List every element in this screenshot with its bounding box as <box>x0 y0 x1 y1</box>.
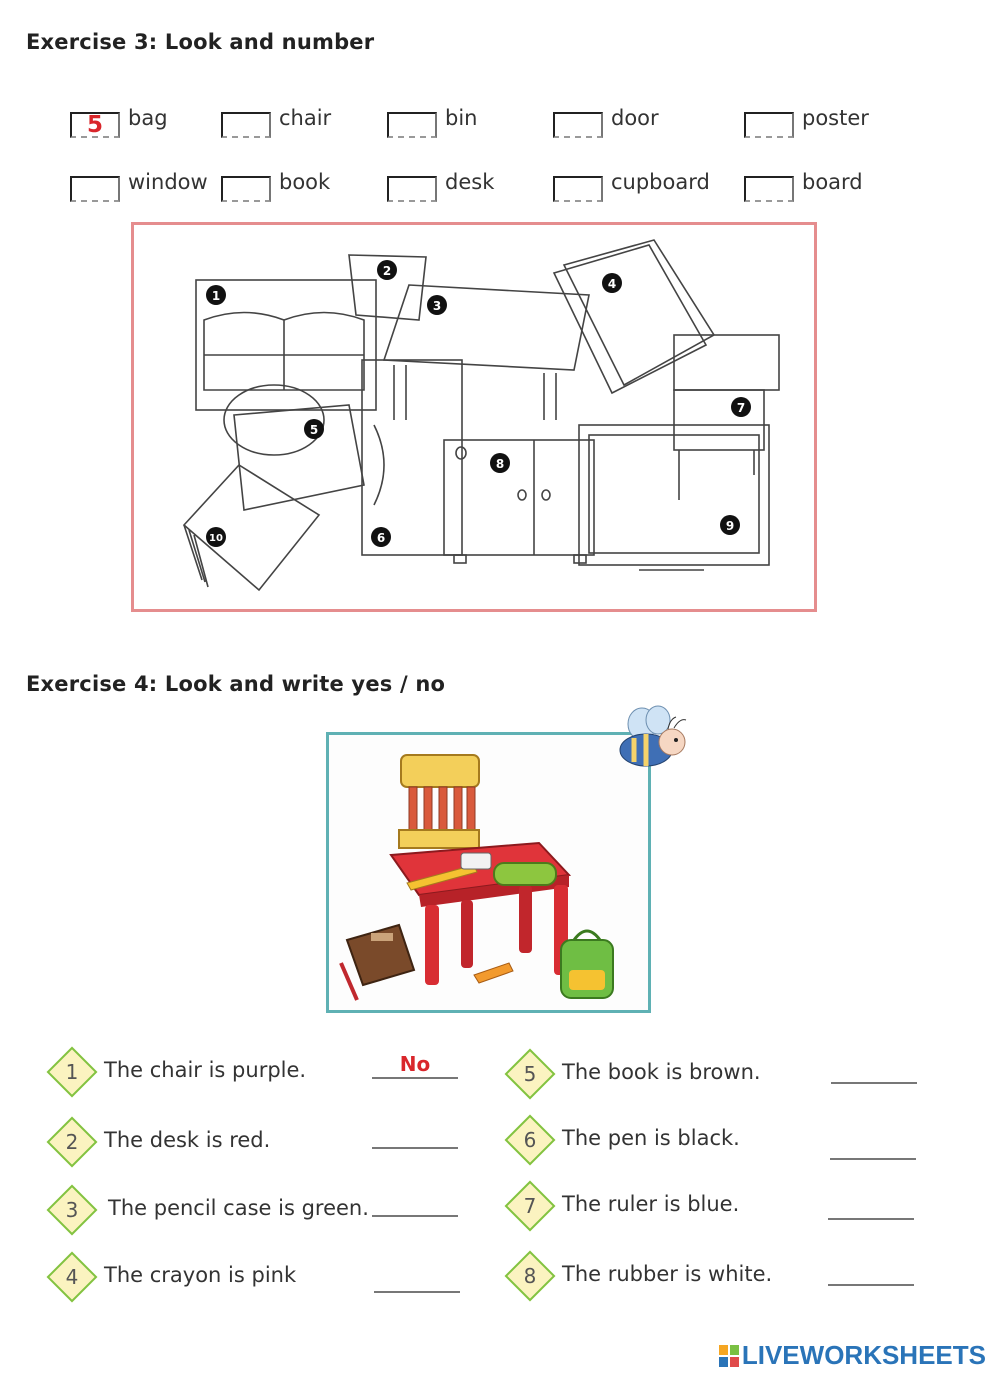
bag-outline <box>234 405 364 510</box>
logo-text: LIVEWORKSHEETS <box>741 1340 986 1370</box>
question-2 <box>46 1120 466 1170</box>
question-text: The rubber is white. <box>562 1262 773 1286</box>
question-number: 7 <box>523 1194 537 1218</box>
question-5 <box>504 1052 924 1102</box>
bin-outline <box>674 335 779 390</box>
question-3 <box>46 1188 466 1238</box>
question-text: The desk is red. <box>104 1128 271 1152</box>
number-input-poster[interactable] <box>744 112 794 138</box>
answer-input-7[interactable] <box>828 1192 914 1220</box>
desk-top-outline <box>384 285 589 370</box>
desk-scene-picture <box>326 732 651 1013</box>
question-8 <box>504 1254 924 1304</box>
question-text: The ruler is blue. <box>562 1192 740 1216</box>
number-input-bin[interactable] <box>387 112 437 138</box>
overlapping-objects-drawing <box>134 225 814 609</box>
desk-leg <box>425 905 439 985</box>
question-text: The pencil case is green. <box>108 1196 369 1220</box>
question-number: 4 <box>65 1265 79 1289</box>
answer-input-3[interactable] <box>372 1189 458 1217</box>
question-number: 2 <box>65 1130 79 1154</box>
rubber <box>461 853 491 869</box>
liveworksheets-logo[interactable] <box>719 1340 986 1371</box>
answer-input-2[interactable] <box>372 1121 458 1149</box>
word-label: cupboard <box>611 170 710 194</box>
marker-label: 3 <box>432 299 442 313</box>
window-curtains <box>204 313 364 391</box>
exercise-3-title: Exercise 3: Look and number <box>26 30 375 54</box>
bag-handle <box>224 385 324 455</box>
question-number: 5 <box>523 1062 537 1086</box>
question-text: The pen is black. <box>562 1126 740 1150</box>
word-label: window <box>128 170 208 194</box>
question-text: The chair is purple. <box>104 1058 307 1082</box>
desk-scene-illustration <box>329 735 648 1010</box>
number-input-cupboard[interactable] <box>553 176 603 202</box>
answer-input-8[interactable] <box>828 1258 914 1286</box>
marker-label: 10 <box>209 533 223 544</box>
word-label: poster <box>802 106 869 130</box>
answer-input-5[interactable] <box>831 1056 917 1084</box>
answer-input-4[interactable] <box>374 1265 460 1293</box>
marker-label: 7 <box>736 401 746 415</box>
marker-label: 2 <box>382 264 392 278</box>
question-text: The book is brown. <box>562 1060 761 1084</box>
marker-label: 4 <box>607 277 617 291</box>
marker-label: 9 <box>725 519 735 533</box>
number-input-door[interactable] <box>553 112 603 138</box>
word-label: chair <box>279 106 332 130</box>
number-markers <box>206 260 751 547</box>
word-label: bin <box>445 106 478 130</box>
word-label: door <box>611 106 659 130</box>
question-text: The crayon is pink <box>104 1263 297 1287</box>
classroom-objects-picture <box>131 222 817 612</box>
number-input-desk[interactable] <box>387 176 437 202</box>
number-input-board[interactable] <box>744 176 794 202</box>
number-input-book[interactable] <box>221 176 271 202</box>
poster-outline <box>564 240 714 385</box>
crayon <box>474 963 513 983</box>
word-label: book <box>279 170 331 194</box>
question-number: 3 <box>65 1198 79 1222</box>
pencil-case <box>494 863 556 885</box>
question-number: 8 <box>523 1264 537 1288</box>
question-number: 6 <box>523 1128 537 1152</box>
question-1 <box>46 1050 466 1100</box>
number-input-bag[interactable] <box>70 112 120 138</box>
answer-input-6[interactable] <box>830 1132 916 1160</box>
chair-back <box>401 755 479 787</box>
logo-grid-icon <box>719 1345 739 1367</box>
bee-icon <box>612 704 692 772</box>
question-number: 1 <box>65 1060 79 1084</box>
exercise-4-title: Exercise 4: Look and write yes / no <box>26 672 446 696</box>
answer-input-1[interactable] <box>372 1051 458 1079</box>
question-7 <box>504 1184 924 1234</box>
marker-label: 6 <box>376 531 386 545</box>
question-6 <box>504 1118 924 1168</box>
number-input-chair[interactable] <box>221 112 271 138</box>
pen <box>341 963 357 1000</box>
question-4 <box>46 1255 466 1305</box>
word-label: bag <box>128 106 168 130</box>
marker-label: 1 <box>211 289 221 303</box>
marker-label: 8 <box>495 457 505 471</box>
marker-label: 5 <box>309 423 319 437</box>
word-label: desk <box>445 170 495 194</box>
word-label: board <box>802 170 863 194</box>
number-input-window[interactable] <box>70 176 120 202</box>
door-outline <box>362 360 462 555</box>
